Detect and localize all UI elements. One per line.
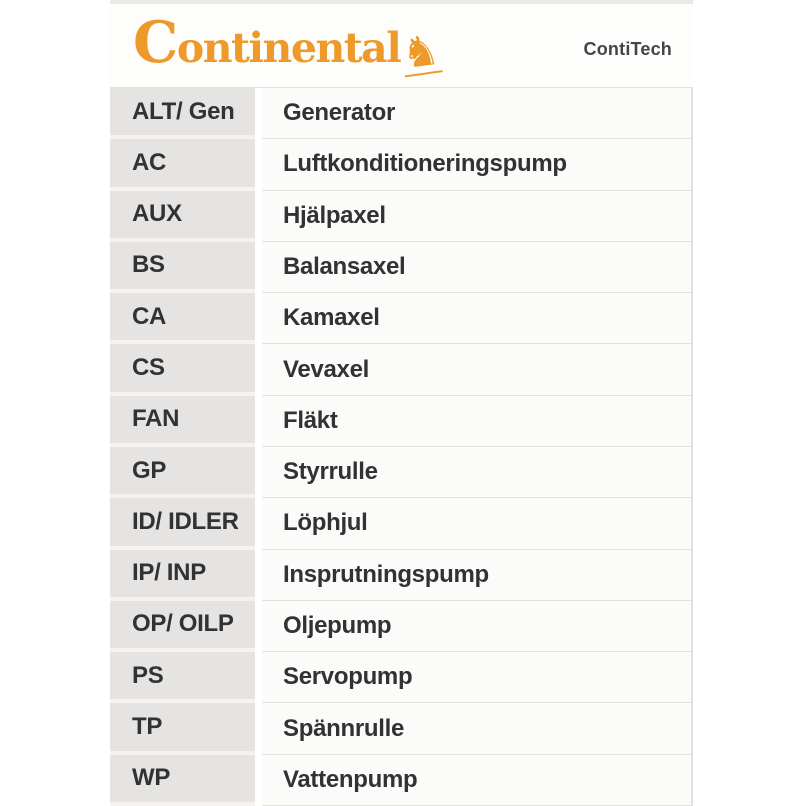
desc-cell: [262, 293, 693, 344]
abbr-label: AC: [132, 148, 167, 176]
abbr-label: ALT/ Gen: [132, 97, 235, 125]
abbr-label: IP/ INP: [132, 559, 206, 587]
abbr-label: CS: [132, 354, 165, 382]
abbr-label: ID/ IDLER: [132, 507, 239, 535]
column-gap: [255, 652, 262, 703]
abbr-label: OP/ OILP: [132, 610, 234, 638]
desc-label: Hjälpaxel: [283, 201, 386, 229]
desc-label: Vattenpump: [283, 765, 418, 793]
table-row: [110, 447, 693, 498]
abbr-cell: [110, 344, 255, 395]
desc-label: Löphjul: [283, 509, 368, 537]
desc-label: Servopump: [283, 663, 413, 691]
table-row: [110, 242, 693, 293]
abbr-cell: [110, 498, 255, 549]
horse-icon: ♞: [398, 24, 443, 79]
abbr-cell: [110, 88, 255, 139]
desc-label: Oljepump: [283, 611, 392, 639]
table-row: [110, 191, 693, 242]
column-gap: [255, 396, 262, 447]
abbr-cell: [110, 447, 255, 498]
column-gap: [255, 755, 262, 806]
column-gap: [255, 447, 262, 498]
column-gap: [255, 191, 262, 242]
contitech-brand-label: ContiTech: [583, 39, 672, 59]
desc-cell: [262, 703, 693, 754]
abbr-cell: [110, 601, 255, 652]
desc-label: Insprutningspump: [283, 560, 489, 588]
table-row: [110, 396, 693, 447]
desc-cell: [262, 550, 693, 601]
abbr-cell: [110, 550, 255, 601]
continental-logo-text: Continental: [133, 9, 401, 76]
table-row: [110, 755, 693, 806]
abbr-cell: [110, 703, 255, 754]
desc-label: Styrrulle: [283, 458, 378, 486]
abbr-cell: [110, 293, 255, 344]
desc-cell: [262, 344, 693, 395]
desc-label: Spännrulle: [283, 714, 405, 742]
continental-logo: [133, 9, 443, 79]
column-gap: [255, 601, 262, 652]
desc-label: Generator: [283, 99, 396, 127]
desc-cell: [262, 447, 693, 498]
abbr-cell: [110, 396, 255, 447]
abbreviation-table: [110, 87, 693, 806]
column-gap: [255, 498, 262, 549]
desc-label: Luftkonditioneringspump: [283, 150, 567, 178]
table-row: [110, 88, 693, 139]
abbr-cell: [110, 191, 255, 242]
desc-cell: [262, 139, 693, 190]
abbr-cell: [110, 139, 255, 190]
table-row: [110, 703, 693, 754]
desc-cell: [262, 88, 693, 139]
desc-label: Balansaxel: [283, 252, 406, 280]
desc-cell: [262, 396, 693, 447]
table-row: [110, 344, 693, 395]
abbr-label: CA: [132, 302, 167, 330]
abbr-cell: [110, 652, 255, 703]
table-row: [110, 498, 693, 549]
table-row: [110, 601, 693, 652]
abbr-label: WP: [132, 764, 171, 792]
column-gap: [255, 139, 262, 190]
abbr-label: FAN: [132, 405, 180, 433]
table-row: [110, 293, 693, 344]
abbr-label: GP: [132, 456, 167, 484]
table-row: [110, 139, 693, 190]
desc-cell: [262, 652, 693, 703]
abbr-label: BS: [132, 251, 165, 279]
table-row: [110, 550, 693, 601]
column-gap: [255, 344, 262, 395]
column-gap: [255, 242, 262, 293]
abbr-cell: [110, 242, 255, 293]
desc-cell: [262, 755, 693, 806]
table-row: [110, 652, 693, 703]
abbr-label: PS: [132, 661, 164, 689]
desc-label: Fläkt: [283, 406, 338, 434]
abbr-label: TP: [132, 713, 163, 741]
desc-cell: [262, 242, 693, 293]
column-gap: [255, 703, 262, 754]
desc-cell: [262, 498, 693, 549]
desc-label: Vevaxel: [283, 355, 369, 383]
desc-cell: [262, 191, 693, 242]
abbr-cell: [110, 755, 255, 806]
column-gap: [255, 293, 262, 344]
column-gap: [255, 550, 262, 601]
column-gap: [255, 88, 262, 139]
abbr-label: AUX: [132, 200, 182, 228]
desc-label: Kamaxel: [283, 304, 380, 332]
legend-sheet: [110, 0, 693, 805]
desc-cell: [262, 601, 693, 652]
header: [110, 4, 693, 87]
